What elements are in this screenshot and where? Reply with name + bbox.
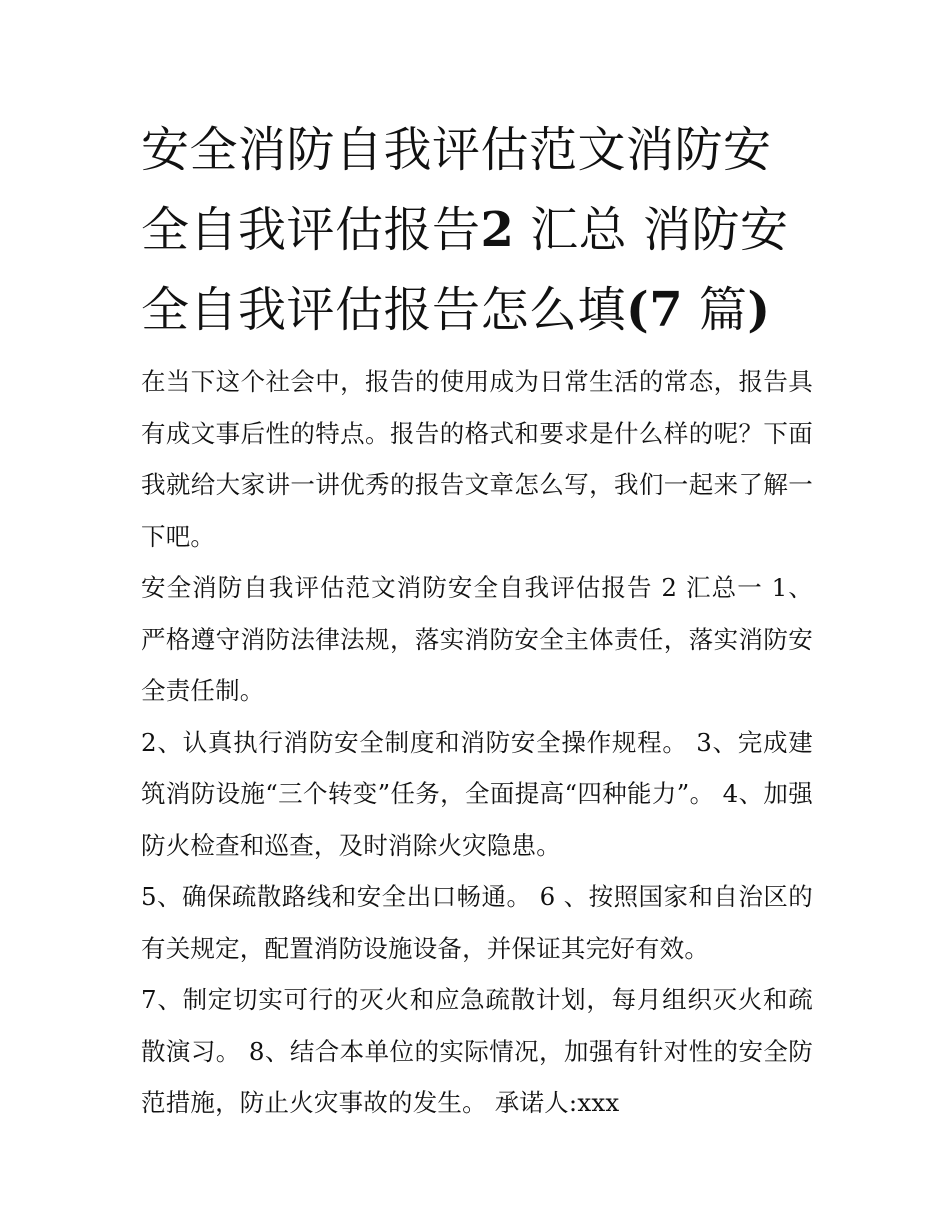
document-title [141,110,813,350]
title-number-2: (7 [626,282,684,338]
intro-paragraph: 在当下这个社会中，报告的使用成为日常生活的常态，报告具有成文事后性的特点。报告的格式和要求是什么样的呢？下面我就给大家讲一讲优秀的报告文章怎么写，我们一起来了解一下吧。 [141,367,813,551]
title-number-3: ) [747,282,771,338]
document-page [141,110,813,1129]
paragraph-commitment-2: 2、认真执行消防安全制度和消防安全操作规程。 3、完成建筑消防设施“三个转变”任务，全面提高“四种能力”。 4、加强防火检查和巡查，及时消除火灾隐患。 [141,727,813,860]
paragraph-commitment-1: 安全消防自我评估范文消防安全自我评估报告 2 汇总一 1、严格遵守消防法律法规，落实消防安全主体责任，落实消防安全责任制。 [141,573,813,705]
paragraph-commitment-4: 7、制定切实可行的灭火和应急疏散计划，每月组织灭火和疏散演习。 8、结合本单位的实际情况，加强有针对性的安全防范措施，防止火灾事故的发生。 承诺人:xxx [141,985,813,1117]
title-text-part2: 汇总 消防安全自我评估报告怎么填 [141,202,789,338]
title-text-part3: 篇 [683,282,748,338]
paragraph-commitment-3: 5、确保疏散路线和安全出口畅通。 6 、按照国家和自治区的有关规定，配置消防设施设备，并保证其完好有效。 [141,882,813,963]
title-text-part1: 安全消防自我评估范文消防安全自我评估报告 [141,122,772,258]
title-number-1: 2 [480,202,515,258]
